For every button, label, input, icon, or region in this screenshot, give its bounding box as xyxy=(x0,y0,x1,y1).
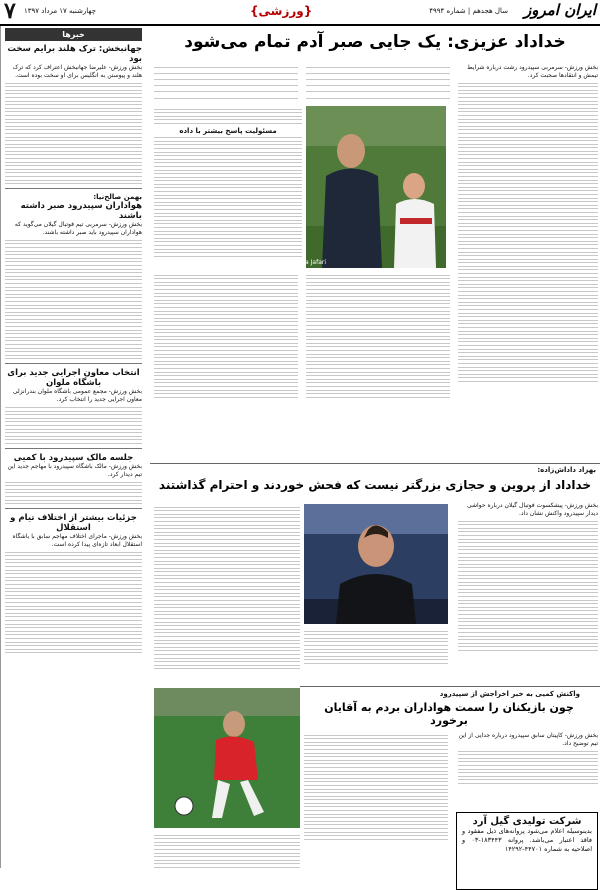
story3-col-left xyxy=(154,832,300,871)
newspaper-logo: ایران امروز xyxy=(524,1,596,19)
lead-story-lead: بخش ورزش- سرمربی سپیدرود رشت درباره شرایط تیمش و انتقادها صحبت کرد. xyxy=(467,64,598,79)
story2-col-left xyxy=(154,504,300,672)
story3-col-right xyxy=(458,732,598,787)
brief-5-body xyxy=(5,552,142,654)
story3-lead: بخش ورزش- کاپیتان سابق سپیدرود درباره جدایی از این تیم توضیح داد. xyxy=(458,732,598,747)
story2-kicker: بهزاد داداش‌زاده: xyxy=(537,466,596,474)
page-header xyxy=(0,0,600,26)
brief-3-lead: بخش ورزش- مجمع عمومی باشگاه ملوان بندرانزلی معاون اجرایی جدید را انتخاب کرد. xyxy=(12,388,142,404)
story3-title: چون بازیکنان را سمت هواداران بردم به آقایان برخورد xyxy=(324,701,574,727)
ad-notice-box xyxy=(456,812,598,890)
lead-story-upper-text xyxy=(154,64,450,101)
lead-story-photo xyxy=(275,106,446,268)
brief-1-lead: بخش ورزش- علیرضا جهانبخش اعتراف کرد که ترک هلند و پیوستن به انگلیس برای او سخت بوده است. xyxy=(12,64,142,79)
story3-photo xyxy=(154,688,300,828)
ad-body: بدینوسیله اعلام می‌شود پروانه‌های ذیل مفقود و فاقد اعتبار می‌باشد. پروانه ۱۸۳۴۴۳-۰۳ و اصلاحیه به شماره ۴۴۷۰۱-۱۴۲۹۲ xyxy=(462,827,592,853)
issue-info: سال هجدهم | شماره ۴۹۹۴ xyxy=(429,7,508,15)
brief-4-body xyxy=(5,482,142,505)
lead-story-subhead: مسئولیت پاسخ بیشتر با داده xyxy=(179,126,277,135)
brief-2-title: هواداران سپیدرود صبر داشته باشند xyxy=(20,201,142,222)
section-title: {ورزشی} xyxy=(250,4,313,18)
lead-story-lower-text xyxy=(154,272,450,462)
lead-story-mid-text xyxy=(154,106,302,259)
issue-date: چهارشنبه ۱۷ مرداد ۱۳۹۷ xyxy=(24,7,96,15)
main-area xyxy=(150,26,600,868)
brief-1-title: جهانبخش: ترک هلند برایم سخت بود xyxy=(7,44,142,64)
photo-credit: YJC | Pouya Jafari xyxy=(275,259,326,266)
story3-kicker: واکنش کمیی به خبر اخراجش از سپیدرود xyxy=(439,690,580,698)
brief-2-kicker: بهمن صالح‌نیا: xyxy=(93,193,142,202)
brief-2-lead: بخش ورزش- سرمربی تیم فوتبال گیلان می‌گوید که هواداران سپیدرود باید صبر داشته باشند. xyxy=(14,221,142,237)
brief-4-lead: بخش ورزش- مالک باشگاه سپیدرود با مهاجم جدید این تیم دیدار کرد. xyxy=(7,462,142,478)
brief-4-title: جلسه مالک سپیدرود با کمیی xyxy=(13,452,134,463)
story2-title: خداداد از پروین و حجازی بزرگتر نیست که فحش خوردند و احترام گذاشتند xyxy=(158,478,592,492)
brief-3-title: انتخاب معاون اجرایی جدید برای باشگاه ملوان xyxy=(7,368,140,389)
story2-col-right xyxy=(458,502,598,654)
brief-5-title: جزئیات بیشتر از اختلاف تیام و استقلال xyxy=(10,513,137,534)
news-briefs-column xyxy=(0,26,146,868)
briefs-label: خبرها xyxy=(5,28,142,41)
brief-1-body xyxy=(5,83,142,185)
brief-5-lead: بخش ورزش- ماجرای اختلاف مهاجم سابق با باشگاه استقلال ابعاد تازه‌ای پیدا کرده است. xyxy=(12,533,142,549)
story2-under-photo xyxy=(304,628,448,667)
story2-lead: بخش ورزش- پیشکسوت فوتبال گیلان درباره حواشی دیدار سپیدرود واکنش نشان داد. xyxy=(467,502,598,517)
ad-title: شرکت تولیدی گیل آرد xyxy=(472,816,582,827)
lead-story-title: خداداد عزیزی: یک جایی صبر آدم تمام می‌شود xyxy=(184,32,566,52)
lead-story-col-right xyxy=(458,64,598,384)
brief-2-body xyxy=(5,240,142,360)
story2-photo xyxy=(304,504,448,624)
page-number: ۷ xyxy=(4,0,16,24)
brief-3-body xyxy=(5,407,142,444)
story3-col-mid xyxy=(304,732,448,842)
